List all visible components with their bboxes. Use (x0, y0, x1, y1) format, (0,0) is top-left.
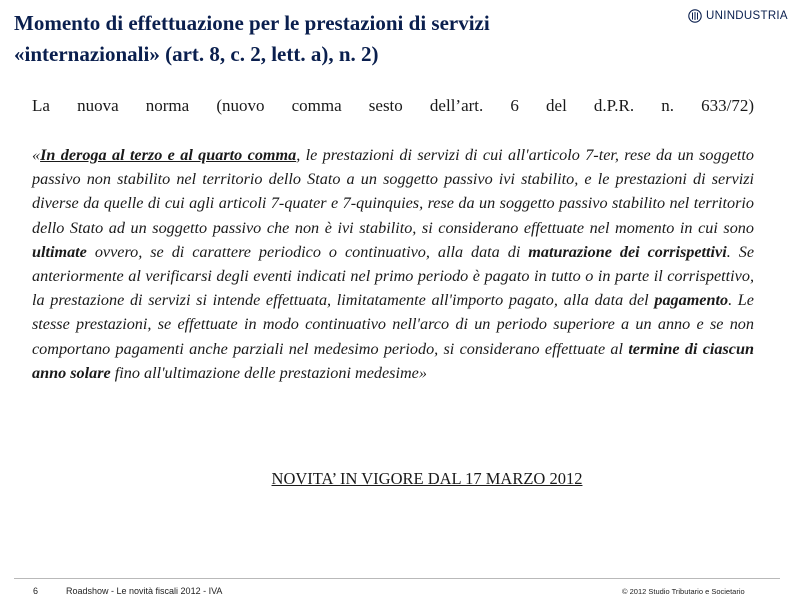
footer-presentation-title: Roadshow - Le novità fiscali 2012 - IVA (66, 586, 223, 596)
footer-divider (14, 578, 780, 579)
footer-copyright: © 2012 Studio Tributario e Societario (622, 587, 745, 596)
quote-emphasis-ultimate: ultimate (32, 242, 87, 261)
slide-title-line1: Momento di effettuazione per le prestazioni di servizi (14, 11, 490, 35)
intro-text: La nuova norma (nuovo comma sesto dell’art. 6 del d.P.R. n. 633/72) (32, 96, 754, 115)
quote-text-1: , le prestazioni di servizi di cui all'articolo 7-ter, rese da un soggetto passivo non stabilito nel territorio dello Stato a un soggetto passivo ivi stabilito, e le prestazioni di servizi diverse da quelle di cui agli articoli 7-quater e 7-quinquies, rese da un soggetto passivo stabilito nel territorio dello Stato ad un soggetto passivo che non è ivi stabilito, si considerano effettuate nel momento in cui sono (32, 146, 754, 237)
footer-page-number: 6 (33, 586, 39, 596)
quote-emphasis-maturazione: maturazione dei corrispettivi (528, 242, 727, 261)
quote-text-4: . Le stesse prestazioni, se effettuate in modo continuativo nell'arco di un periodo superiore a un anno e se non comportano pagamenti anche parziali nel medesimo periodo, si considerano effettuate al (32, 291, 754, 358)
novita-notice: NOVITA’ IN VIGORE DAL 17 MARZO 2012 (271, 469, 583, 488)
quote-text-3: . Se anteriormente al verificarsi degli eventi indicati nel primo periodo è pagato in tutto o in parte il corrispettivo, la prestazione di servizi si intende effettuata, limitatamente all'importo pagato, alla data del (32, 242, 755, 310)
quote-open-mark: « (32, 146, 41, 164)
unindustria-emblem-icon (688, 9, 702, 23)
quote-close-mark: » (418, 363, 427, 382)
slide-title (14, 8, 654, 70)
law-quote (32, 143, 754, 385)
slide-title-line2: «internazionali» (art. 8, c. 2, lett. a), n. 2) (14, 42, 379, 66)
quote-text-5: fino all'ultimazione delle prestazioni medesime (110, 363, 419, 382)
quote-text-2: ovvero, se di carattere periodico o continuativo, alla data di (86, 242, 529, 261)
quote-emphasis-deroga: In deroga al terzo e al quarto comma (40, 146, 297, 164)
quote-emphasis-pagamento: pagamento (654, 291, 729, 310)
unindustria-logo (688, 7, 788, 25)
quote-emphasis-termine: termine di ciascun anno solare (32, 339, 754, 382)
logo-text: UNINDUSTRIA (706, 10, 788, 22)
